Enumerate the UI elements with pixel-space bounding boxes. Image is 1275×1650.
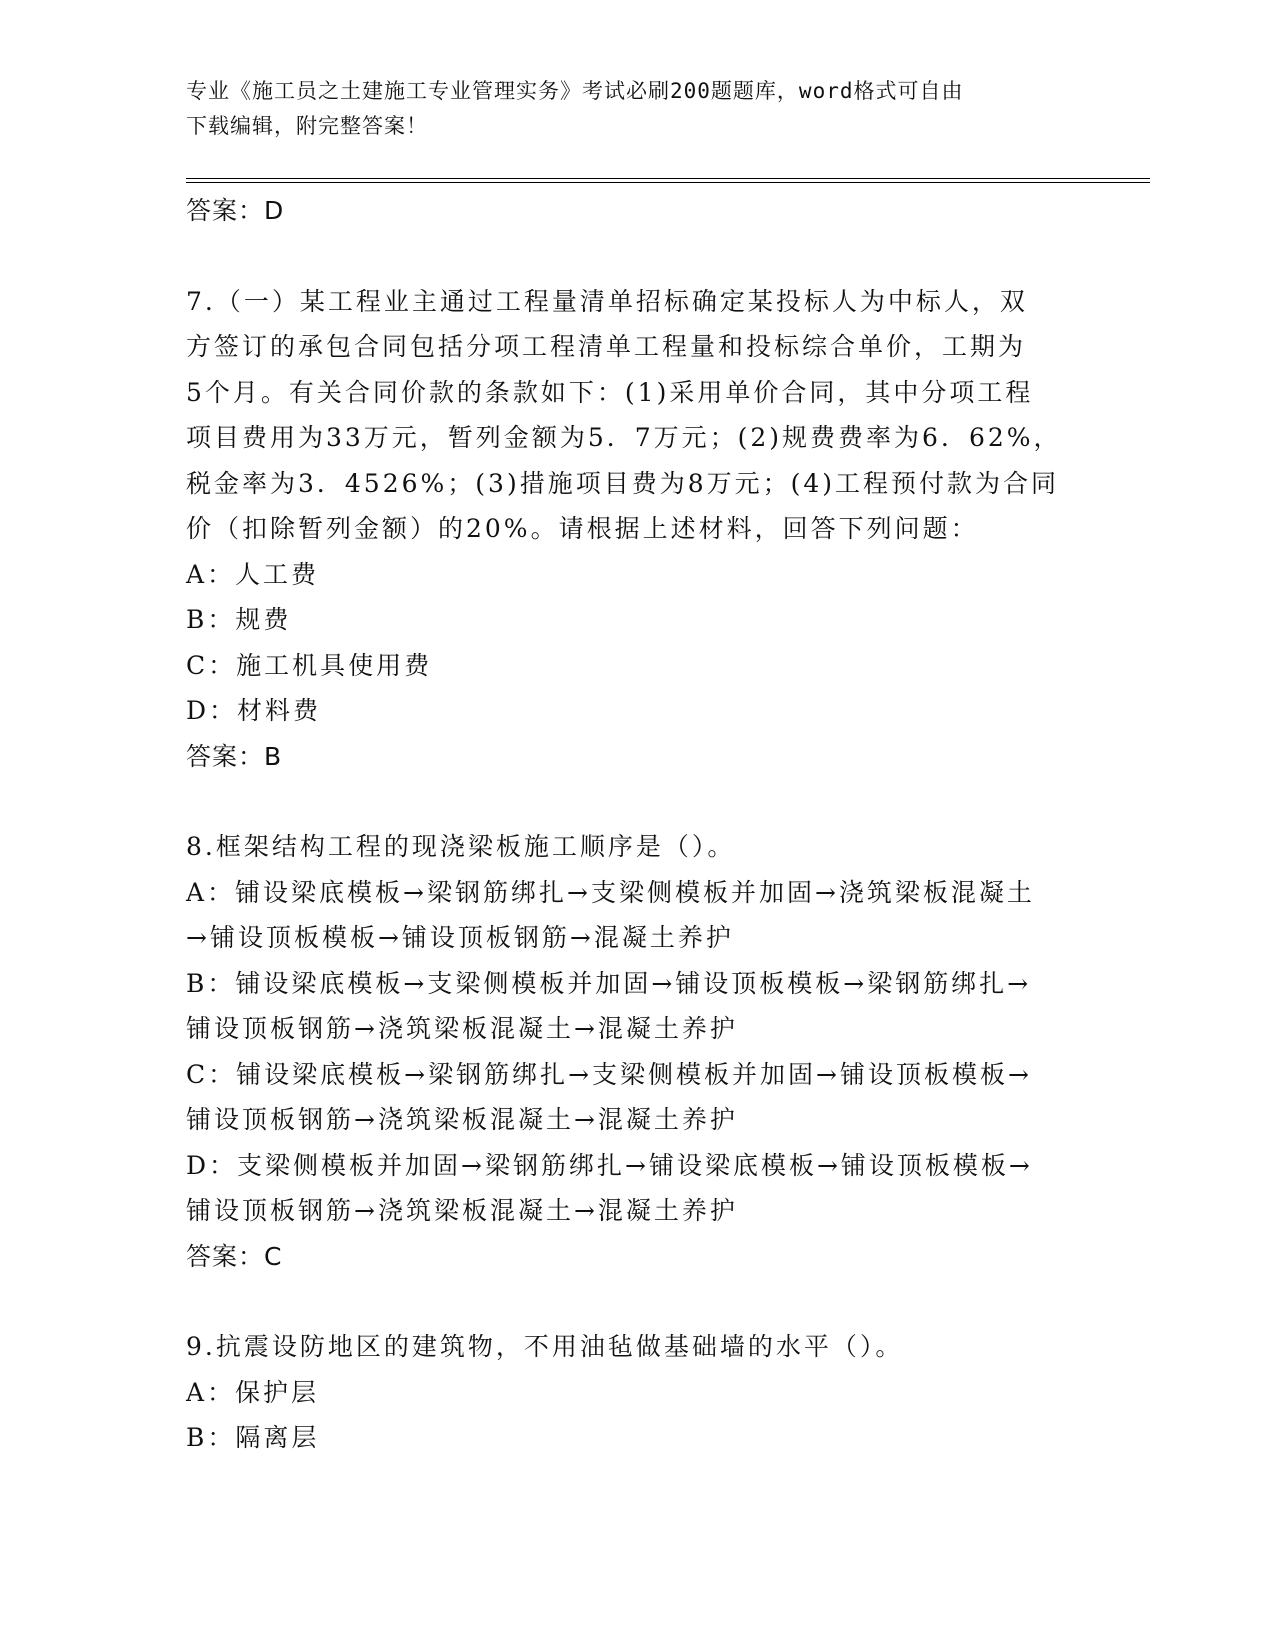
- question-stem-line: 方签订的承包合同包括分项工程清单工程量和投标综合单价，工期为: [186, 332, 1027, 361]
- question-stem-line: 项目费用为33万元，暂列金额为5．7万元；(2)规费费率为6．62%，: [186, 423, 1062, 452]
- answer-label: 答案：: [186, 1241, 265, 1271]
- option-d-line-2: 铺设顶板钢筋→浇筑梁板混凝土→混凝土养护: [186, 1196, 738, 1225]
- answer-label: 答案：: [186, 196, 265, 225]
- option-b-line-2: 铺设顶板钢筋→浇筑梁板混凝土→混凝土养护: [186, 1014, 738, 1043]
- answer-label: 答案：: [186, 741, 265, 771]
- spacer: [186, 779, 1066, 824]
- header-line-2: 下载编辑，附完整答案！: [186, 114, 428, 138]
- answer-value: C: [264, 1241, 283, 1271]
- answer-value: B: [264, 741, 283, 771]
- spacer: [186, 234, 1066, 279]
- option-a: A：保护层: [186, 1377, 320, 1407]
- answer-line-q6: [186, 188, 1066, 234]
- option-b-line-1: B：铺设梁底模板→支梁侧模板并加固→铺设顶板模板→梁钢筋绑扎→: [186, 968, 1032, 998]
- question-stem-line: 价（扣除暂列金额）的20%。请根据上述材料，回答下列问题：: [186, 514, 979, 543]
- header-line-1: 专业《施工员之土建施工专业管理实务》考试必刷200题题库，word格式可自由: [186, 79, 964, 103]
- spacer: [186, 1279, 1066, 1324]
- answer-value: D: [264, 196, 285, 225]
- option-c-line-2: 铺设顶板钢筋→浇筑梁板混凝土→混凝土养护: [186, 1105, 738, 1134]
- answer-line-q7: [186, 734, 1066, 780]
- question-stem-line: 税金率为3．4526%；(3)措施项目费为8万元；(4)工程预付款为合同: [186, 468, 1060, 498]
- header-divider: [186, 178, 1150, 183]
- question-stem-line: 9.抗震设防地区的建筑物，不用油毡做基础墙的水平（）。: [186, 1332, 904, 1361]
- option-a-line-2: →铺设顶板模板→铺设顶板钢筋→混凝土养护: [186, 923, 734, 952]
- question-stem-line: 8.框架结构工程的现浇梁板施工顺序是（）。: [186, 832, 736, 861]
- option-b: B：规费: [186, 605, 292, 634]
- option-a-line-1: A：铺设梁底模板→梁钢筋绑扎→支梁侧模板并加固→浇筑梁板混凝土: [186, 877, 1035, 907]
- question-stem-line: 7.（一）某工程业主通过工程量清单招标确定某投标人为中标人，双: [186, 286, 1028, 316]
- option-a: A：人工费: [186, 559, 320, 589]
- option-c-line-1: C：铺设梁底模板→梁钢筋绑扎→支梁侧模板并加固→铺设顶板模板→: [186, 1059, 1032, 1089]
- option-b: B：隔离层: [186, 1423, 320, 1452]
- option-d: D：材料费: [186, 696, 322, 725]
- question-9: [186, 1324, 1066, 1461]
- document-body: [186, 188, 1066, 1461]
- question-8: [186, 824, 1066, 1279]
- page-header: [186, 74, 1066, 144]
- question-7: [186, 279, 1066, 780]
- answer-line-q8: [186, 1234, 1066, 1280]
- question-stem-line: 5个月。有关合同价款的条款如下：(1)采用单价合同，其中分项工程: [186, 377, 1034, 407]
- option-d-line-1: D：支梁侧模板并加固→梁钢筋绑扎→铺设梁底模板→铺设顶板模板→: [186, 1150, 1033, 1180]
- option-c: C：施工机具使用费: [186, 650, 433, 680]
